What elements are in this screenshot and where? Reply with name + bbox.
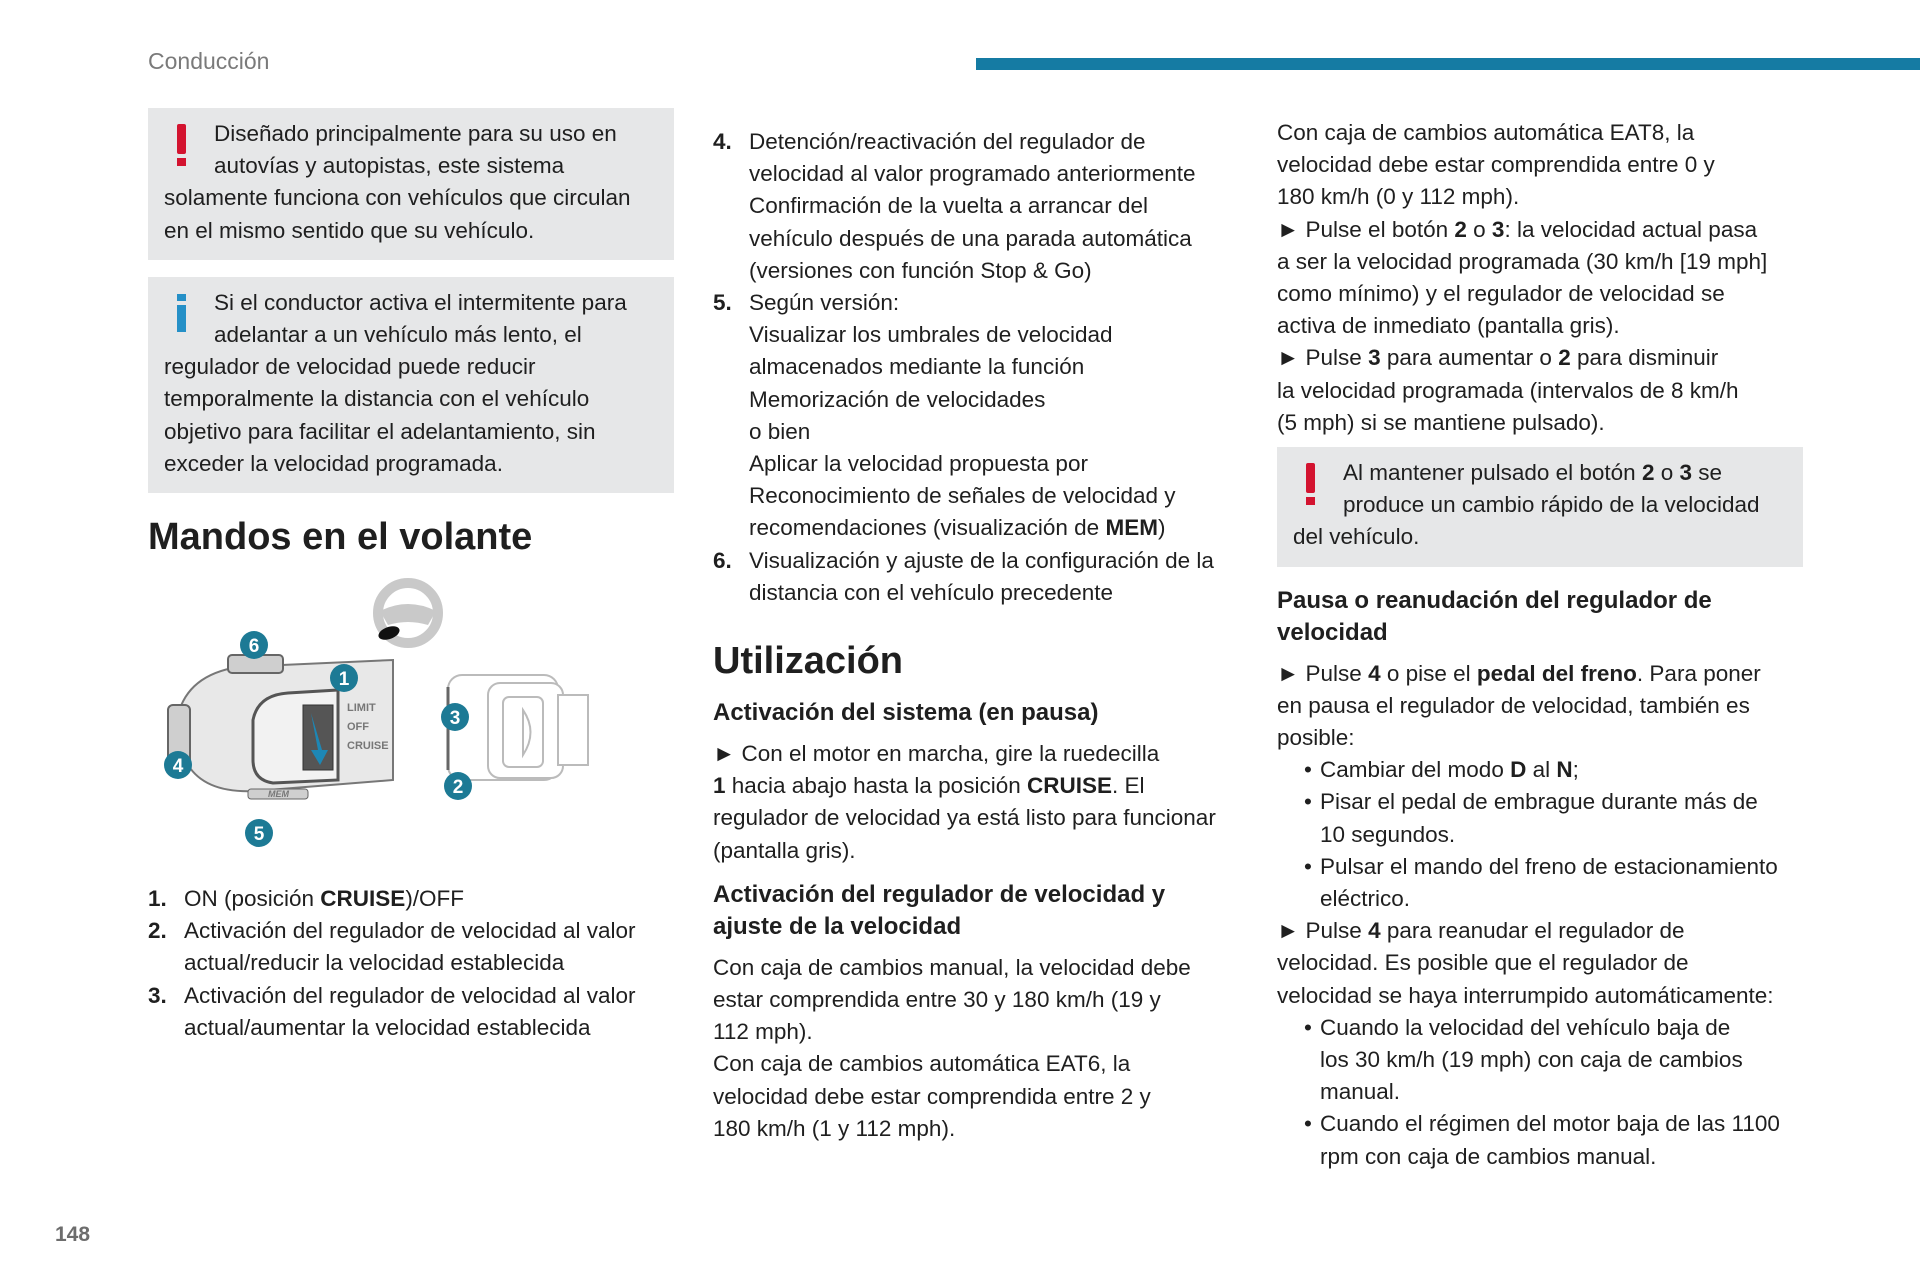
bold-term: 3 bbox=[1491, 216, 1505, 242]
item-text: Activación del regulador de velocidad al valor actual/reducir la velocidad establecida bbox=[184, 918, 636, 976]
bullet-list bbox=[1277, 1012, 1807, 1173]
item-number: 3. bbox=[148, 982, 167, 1008]
item-number: 1. bbox=[148, 886, 167, 912]
bold-term: 3 bbox=[1368, 345, 1381, 371]
mem-label: MEM bbox=[268, 789, 289, 800]
item-text: Detención/reactivación del regulador de velocidad al valor programado anteriormente Confirmación de la vuelta a arrancar del vehículo después de una parada automática (versiones con función Stop & Go) bbox=[749, 129, 1196, 283]
item-text: Activación del regulador de velocidad al valor actual/aumentar la velocidad establecida bbox=[184, 982, 636, 1040]
item-number: 4. bbox=[713, 129, 732, 154]
bold-term: 4 bbox=[1368, 918, 1381, 944]
bold-term: N bbox=[1556, 757, 1573, 783]
warning-note: Diseñado principalmente para su uso en autovías y autopistas, este sistema solamente funciona con vehículos que circulan en el mismo sentido que su vehículo. bbox=[148, 108, 674, 260]
steering-controls-illustration bbox=[148, 575, 675, 875]
item-text: ON (posición CRUISE)/OFF bbox=[184, 886, 465, 912]
bold-term: 2 bbox=[1641, 460, 1655, 486]
right-stalk-control bbox=[448, 675, 588, 780]
item-text: Visualización y ajuste de la configuración de la distancia con el vehículo precedente bbox=[749, 547, 1214, 605]
figure bbox=[148, 575, 678, 875]
left-stalk-control bbox=[168, 655, 393, 799]
bold-term: CRUISE bbox=[320, 886, 406, 912]
list-item bbox=[148, 915, 678, 979]
section-heading: Mandos en el volante bbox=[148, 516, 533, 559]
list-item bbox=[713, 287, 1243, 545]
column-3 bbox=[1277, 117, 1807, 1173]
callout-3: 3 bbox=[449, 708, 461, 730]
cruise-label: CRUISE bbox=[347, 740, 389, 753]
item-number: 5. bbox=[713, 290, 732, 316]
subsection-heading: Pausa o reanudación del regulador de velocidad bbox=[1277, 586, 1712, 646]
limit-label: LIMIT bbox=[347, 702, 376, 715]
list-item bbox=[148, 883, 678, 915]
paragraph: Con caja de cambios automática EAT8, la velocidad debe estar comprendida entre 0 y 180 km/h (0 y 112 mph). bbox=[1277, 120, 1715, 210]
bullet-icon: • bbox=[1304, 853, 1312, 879]
bold-term: CRUISE bbox=[1026, 773, 1112, 799]
callout-2: 2 bbox=[452, 777, 464, 799]
bullet-icon: • bbox=[1304, 1014, 1312, 1040]
paragraph: ► Pulse 4 para reanudar el regulador de velocidad. Es posible que el regulador de velocidad se haya interrumpido automáticamente: bbox=[1277, 918, 1774, 1008]
item-text: Cambiar del modo D al N; bbox=[1320, 757, 1579, 783]
warning-icon bbox=[164, 118, 214, 182]
callout-1: 1 bbox=[338, 669, 350, 691]
list-item bbox=[713, 126, 1243, 287]
paragraph: Con caja de cambios manual, la velocidad debe estar comprendida entre 30 y 180 km/h (19 y 112 mph). Con caja de cambios automática EAT6, la velocidad debe estar comprendida entre 2 y 180 km/h (1 y 112 mph). bbox=[713, 954, 1191, 1141]
paragraph: ► Pulse 4 o pise el pedal del freno. Para poner en pausa el regulador de velocidad, también es posible: bbox=[1277, 660, 1761, 751]
bold-term: 2 bbox=[1558, 345, 1571, 371]
steering-wheel-icon bbox=[377, 583, 438, 643]
numbered-list bbox=[148, 883, 678, 1044]
bullet-icon: • bbox=[1304, 1111, 1312, 1137]
item-number: 6. bbox=[713, 547, 732, 573]
column-1 bbox=[148, 108, 678, 1044]
section-title: Conducción bbox=[148, 48, 270, 74]
paragraph: ► Pulse 3 para aumentar o 2 para disminuir la velocidad programada (intervalos de 8 km/h (5 mph) si se mantiene pulsado). bbox=[1277, 345, 1739, 435]
bullet-item bbox=[1277, 851, 1807, 915]
bullet-item bbox=[1277, 1012, 1807, 1109]
item-number: 2. bbox=[148, 918, 167, 944]
bold-term: pedal del freno bbox=[1476, 660, 1637, 686]
column-2 bbox=[713, 126, 1243, 1145]
bullet-item bbox=[1277, 1108, 1807, 1172]
bold-term: 2 bbox=[1454, 216, 1467, 242]
subsection-heading: Activación del sistema (en pausa) bbox=[713, 699, 1099, 727]
info-note: Si el conductor activa el intermitente para adelantar a un vehículo más lento, el regulador de velocidad puede reducir temporalmente la distancia con el vehículo objetivo para facilitar el adelantamiento, sin exceder la velocidad programada. bbox=[148, 277, 674, 493]
bullet-icon: • bbox=[1304, 789, 1312, 815]
item-text: Cuando la velocidad del vehículo baja de los 30 km/h (19 mph) con caja de cambios manual. bbox=[1320, 1014, 1743, 1105]
list-item bbox=[713, 545, 1243, 609]
bold-term: 4 bbox=[1368, 660, 1381, 686]
bullet-list bbox=[1277, 754, 1807, 915]
item-text: Pisar el pedal de embrague durante más de 10 segundos. bbox=[1320, 789, 1758, 847]
item-text: Pulsar el mando del freno de estacionamiento eléctrico. bbox=[1320, 853, 1778, 912]
bullet-icon: • bbox=[1304, 757, 1312, 783]
list-item bbox=[148, 980, 678, 1044]
bold-term: D bbox=[1510, 757, 1527, 783]
bold-term: MEM bbox=[1105, 515, 1158, 541]
page-number: 148 bbox=[55, 1223, 91, 1246]
paragraph: ► Pulse el botón 2 o 3: la velocidad actual pasa a ser la velocidad programada (30 km/h [19 mph] como mínimo) y el regulador de velocidad se activa de inmediato (pantalla gris). bbox=[1277, 216, 1768, 339]
bullet-item bbox=[1277, 786, 1807, 850]
bold-term: 1 bbox=[713, 773, 726, 799]
warning-note: Al mantener pulsado el botón 2 o 3 se produce un cambio rápido de la velocidad del vehículo. bbox=[1277, 447, 1803, 567]
callout-6: 6 bbox=[248, 636, 260, 658]
item-text: Según versión: Visualizar los umbrales de velocidad almacenados mediante la función Memorización de velocidades o bien Aplicar la velocidad propuesta por Reconocimiento de señales de velocidad y recomendaciones (visualización de MEM) bbox=[749, 290, 1176, 541]
numbered-list bbox=[713, 126, 1243, 609]
item-text: Cuando el régimen del motor baja de las 1100 rpm con caja de cambios manual. bbox=[1320, 1111, 1780, 1169]
callout-5: 5 bbox=[253, 824, 265, 846]
subsection-heading: Activación del regulador de velocidad y ajuste de la velocidad bbox=[713, 880, 1166, 940]
bold-term: 3 bbox=[1679, 460, 1693, 486]
info-icon bbox=[164, 287, 214, 351]
section-heading: Utilización bbox=[713, 640, 904, 683]
section-accent-bar bbox=[976, 58, 1920, 70]
callout-4: 4 bbox=[172, 756, 184, 778]
warning-icon bbox=[1293, 457, 1343, 521]
paragraph: ► Con el motor en marcha, gire la ruedecilla 1 hacia abajo hasta la posición CRUISE. El regulador de velocidad ya está listo para funcionar (pantalla gris). bbox=[713, 741, 1216, 863]
bullet-item bbox=[1277, 754, 1807, 786]
off-label: OFF bbox=[347, 721, 369, 734]
